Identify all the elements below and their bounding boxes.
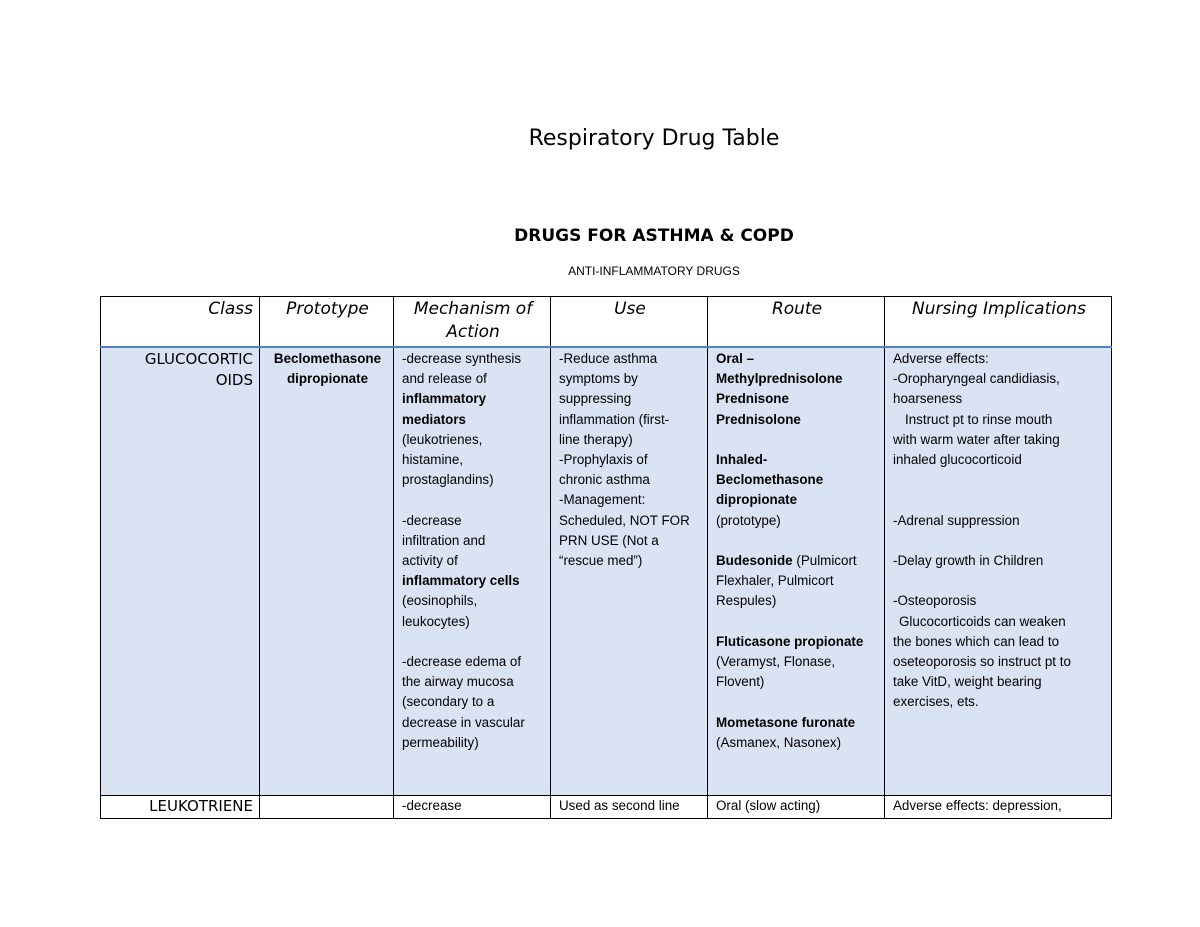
- use-line: symptoms by: [559, 371, 638, 387]
- nursing-line: -Osteoporosis: [893, 593, 977, 609]
- nursing-line: inhaled glucocorticoid: [893, 452, 1022, 468]
- route-line: (prototype): [716, 512, 781, 528]
- route-line: Prednisolone: [716, 411, 801, 427]
- blank-line: [893, 531, 1105, 551]
- cell-nursing: [885, 347, 1112, 796]
- mechanism-line: mediators: [402, 411, 466, 427]
- use-line: -Reduce asthma: [559, 351, 658, 366]
- use-line: inflammation (first-: [559, 411, 670, 427]
- cell-use: Used as second line: [551, 796, 708, 819]
- table-row: [101, 796, 1112, 819]
- use-line: line therapy): [559, 431, 633, 447]
- table-row: [101, 347, 1112, 796]
- header-use: Use: [551, 297, 708, 348]
- cell-prototype: [260, 796, 394, 819]
- nursing-line: Instruct pt to rinse mouth: [905, 411, 1053, 427]
- mechanism-line: inflammatory cells: [402, 573, 520, 589]
- prototype-line: dipropionate: [286, 371, 369, 387]
- use-line: Scheduled, NOT FOR: [559, 512, 690, 528]
- cell-use: [551, 347, 708, 796]
- blank-line: [716, 531, 878, 551]
- route-line: (Asmanex, Nasonex): [716, 734, 842, 750]
- nursing-line: -Delay growth in Children: [893, 552, 1044, 568]
- blank-line: [716, 430, 878, 450]
- brand-names: (Pulmicort: [792, 553, 857, 568]
- route-line: Respules): [716, 593, 777, 609]
- route-line: Flexhaler, Pulmicort: [716, 573, 834, 589]
- mechanism-line: and release of: [402, 371, 487, 387]
- mechanism-line: infiltration and: [402, 532, 486, 548]
- mechanism-line: prostaglandins): [402, 472, 494, 488]
- cell-class: LEUKOTRIENE: [101, 796, 260, 819]
- header-mechanism: [394, 297, 551, 348]
- route-line: Flovent): [716, 674, 765, 690]
- nursing-line: oseteoporosis so instruct pt to: [893, 653, 1071, 669]
- class-line: OIDS: [215, 371, 253, 389]
- nursing-line: Adverse effects:: [893, 351, 989, 366]
- use-line: “rescue med”): [559, 553, 643, 569]
- header-class: Class: [101, 297, 260, 348]
- mechanism-line: inflammatory: [402, 391, 487, 407]
- blank-line: [893, 571, 1105, 591]
- document-title: Respiratory Drug Table: [528, 126, 780, 151]
- drug-table: [100, 296, 1112, 819]
- mechanism-line: permeability): [402, 734, 479, 750]
- blank-line: [893, 490, 1105, 510]
- route-line: (Veramyst, Flonase,: [716, 654, 836, 669]
- route-line: Fluticasone propionate: [716, 633, 864, 649]
- route-line: dipropionate: [716, 492, 798, 508]
- route-line: Methylprednisolone: [716, 371, 843, 387]
- mechanism-line: (leukotrienes,: [402, 431, 483, 447]
- use-line: -Prophylaxis of: [559, 452, 648, 468]
- route-line: Inhaled-: [716, 452, 768, 467]
- mechanism-line: the airway mucosa: [402, 674, 514, 690]
- nursing-line: with warm water after taking: [893, 431, 1060, 447]
- blank-line: [893, 470, 1105, 490]
- route-line: Mometasone furonate: [716, 714, 856, 730]
- header-mechanism-line: Mechanism of: [413, 299, 533, 319]
- prototype-line: Beclomethasone: [273, 351, 382, 366]
- nursing-line: Glucocorticoids can weaken: [899, 613, 1066, 629]
- table-header-row: [101, 297, 1112, 348]
- route-line: [716, 551, 878, 571]
- use-line: -Management:: [559, 492, 646, 508]
- header-route: Route: [708, 297, 885, 348]
- mechanism-line: -decrease edema of: [402, 654, 522, 670]
- cell-route: [708, 347, 885, 796]
- nursing-line: take VitD, weight bearing: [893, 674, 1042, 690]
- header-prototype: Prototype: [260, 297, 394, 348]
- header-nursing: Nursing Implications: [885, 297, 1112, 348]
- blank-line: [402, 632, 544, 652]
- use-line: PRN USE (Not a: [559, 532, 659, 548]
- mechanism-line: activity of: [402, 553, 458, 569]
- blank-line: [716, 692, 878, 712]
- section-heading: ANTI-INFLAMMATORY DRUGS: [568, 264, 740, 278]
- document-subtitle: DRUGS FOR ASTHMA & COPD: [514, 226, 794, 246]
- cell-mechanism: [394, 347, 551, 796]
- drug-name: Budesonide: [716, 553, 793, 568]
- blank-line: [716, 612, 878, 632]
- nursing-line: -Oropharyngeal candidiasis,: [893, 371, 1060, 387]
- class-line: GLUCOCORTIC: [144, 350, 253, 368]
- route-line: Beclomethasone: [716, 472, 824, 488]
- cell-prototype: [260, 347, 394, 796]
- mechanism-line: -decrease synthesis: [402, 351, 522, 366]
- header-mechanism-line: Action: [446, 322, 500, 342]
- use-line: suppressing: [559, 391, 632, 407]
- cell-nursing: Adverse effects: depression,: [885, 796, 1112, 819]
- mechanism-line: (eosinophils,: [402, 593, 478, 609]
- blank-line: [402, 490, 544, 510]
- nursing-line: exercises, ets.: [893, 694, 979, 710]
- use-line: chronic asthma: [559, 472, 650, 488]
- nursing-line: the bones which can lead to: [893, 633, 1060, 649]
- cell-class: [101, 347, 260, 796]
- route-line: Oral –: [716, 351, 754, 366]
- mechanism-line: histamine,: [402, 452, 464, 468]
- nursing-line: hoarseness: [893, 391, 963, 407]
- mechanism-line: leukocytes): [402, 613, 470, 629]
- mechanism-line: decrease in vascular: [402, 714, 525, 730]
- mechanism-line: (secondary to a: [402, 694, 495, 710]
- cell-route: Oral (slow acting): [708, 796, 885, 819]
- route-line: Prednisone: [716, 391, 789, 407]
- nursing-line: -Adrenal suppression: [893, 512, 1020, 528]
- mechanism-line: -decrease: [402, 512, 462, 528]
- cell-mechanism: -decrease: [394, 796, 551, 819]
